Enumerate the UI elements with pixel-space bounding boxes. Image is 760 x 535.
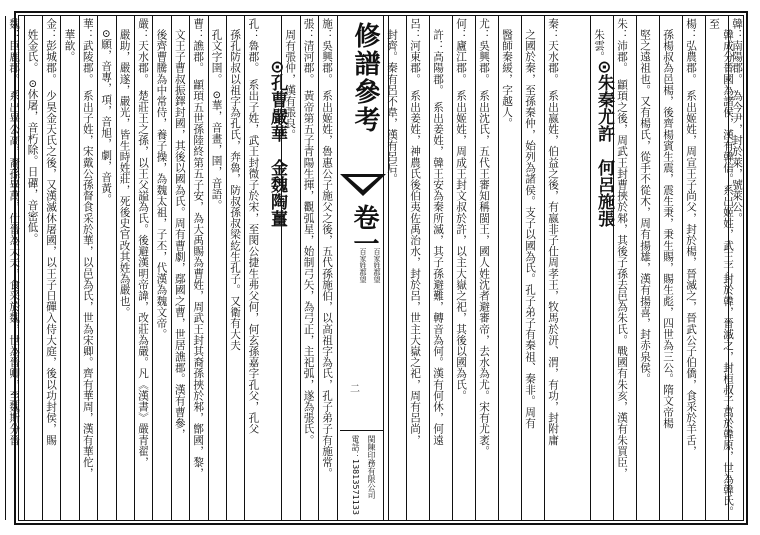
volume-label: 卷一 [349,204,379,256]
publisher-name: 閩陳印務有限公司 [367,435,376,499]
column-rule [521,16,522,520]
column-rule [590,16,591,520]
right-text-column: 朱：沛郡。 顓頊之後，周武王封曹挾於邾，其後子孫去邑為朱氏。戰國有朱亥，漢有朱買臣， [616,18,628,479]
left-text-column: 華歆。 [63,18,76,63]
right-text-column: 何：廬江郡。 系出姬姓，周成王封文叔於許，以主大嶽之祀，其後以國為氏。 [455,18,467,402]
column-rule [189,16,190,520]
column-rule [636,16,637,520]
left-text-column: 姓金氏。 ⊙休屠，音朽除。日磾，音密低。 [26,18,39,245]
right-text-column: 封齊。秦有呂不韋，漢有呂后。 [386,18,398,185]
right-text-column: 秦：天水郡。 系出嬴姓，伯益之後，有嬴非子仕周孝王，牧馬於汧、渭，有功，封附庸 [547,18,559,446]
column-rule [429,16,430,520]
right-text-column: 醫師秦緩，字越人。 [501,18,513,129]
left-text-column: 後齊曹騰為中常侍，養子操，為魏太祖，子丕，代漢為魏文帝。 [155,18,168,340]
left-text-column: 曹：譙郡。 顓頊五世孫陸終第五子安，為大禹賜為曹姓，周武王封其裔孫挾於邾，鄫國，黎， [192,18,205,479]
left-text-column: 周有張仲，漢有張良。 [284,18,297,141]
right-text-column: 孫楊叔為邑楊，後齊楊賓生震，震生秉，秉生賜，賜生彪，四世為三公。隋文帝楊 [662,18,674,429]
left-text-column: 嚴：天水郡。 楚莊王之孫，以王父謚為氏。後避漢明帝諱，改莊為嚴。凡《漢書》嚴青翟， [137,18,149,468]
column-rule [116,16,117,520]
column-rule [475,16,476,520]
column-rule [682,16,683,520]
book-title: 修譜參考 [350,22,380,134]
column-rule [544,16,545,520]
left-text-column: ⊙願，音專，項，音旭，劇，音黃。 [100,18,113,205]
left-text-column: 孫孔防叔以祖字為孔氏，奔魯，防叔孫叔梁紇生孔子。又衛有大夫 [229,18,241,351]
left-text-column: 金：彭城郡。 少昊金天氏之後，又漢滅休屠國，以王子日磾入侍大庭，後以功封侯，賜 [45,18,57,446]
column-rule [24,16,25,520]
column-rule [452,16,453,520]
right-text-column: 堅之遠祖也。又有楊氏，從手不從木，周有揚雄，漢有揚喜，封赤泉侯。 [639,18,651,385]
left-text-column: 魏：巨鹿郡。 系出畢公高，裔孫畢萬，仕晉為大夫，食采於魏，世為晉卿，至魏斯分晉 [8,18,21,446]
column-rule [300,16,301,520]
column-rule [226,16,227,520]
right-text-column: 之國於秦，至孫秦仲，始列為諸侯。支子以國為氏。孔子弟子有秦祖、秦非。周有 [524,18,536,429]
right-text-column: 韓成分晉國為諸侯，漢有韓信。系出姬姓，武王子封於韓，晉滅之，封桓叔子萬於韓原，世為韓氏。至 [708,18,734,518]
right-section-title: ⊙朱秦尤許 何呂施張 [594,60,614,228]
stamp-line-1: 百家姓郡望 [373,248,381,283]
right-text-column: 呂：河東郡。 系出姜姓，神農氏後伯夷佐禹治水，封於呂，世主大嶽之祀，周有呂尚， [409,18,421,446]
column-rule [5,16,6,520]
left-text-column: 張：清河郡。 黃帝第五子青陽生揮，觀弧星，始制弓矢，為弓正，主祀弧，遂為張氏。 [302,18,315,446]
column-rule [42,16,43,520]
column-rule [134,16,135,520]
publisher-box [340,430,384,520]
column-rule [406,16,407,520]
left-section-title: ⊙孔曹嚴華 金魏陶薑 [267,60,287,228]
left-text-column: 文王子曹叔振鐸封國，其後以國為氏。周有曹劇，鄢國之曹，世居譙郡。漢有曹參， [173,18,186,440]
left-text-column: 嚴助，嚴遂，嚴光，皆生時姓莊，死後史官改其姓為嚴也。 [118,18,131,318]
right-text-column: 楊：弘農郡。 系出姬姓，周宣王子尚父，封於楊，晉滅之，晉武公子伯僑，食采於羊舌， [685,18,697,457]
left-text-column: 華：武陵郡。 系出子姓，宋戴公孫督食采於華，以邑為氏，世為宋卿。齊有華周，漢有華佗， [81,18,94,479]
publisher-phone: 電話：13813571133 [351,435,360,515]
column-rule [318,16,319,520]
column-rule [60,16,61,520]
column-rule [208,16,209,520]
right-text-column: 韓：南陽郡。 為今尹，封於萊，號萊公。 [731,18,743,224]
column-rule [244,16,245,520]
column-rule [97,16,98,520]
column-rule [79,16,80,520]
left-text-column: 施：吳興郡。 系出姬姓，魯惠公子施父之後，五代孫施伯，以高祖字為氏，孔子弟子有施常。 [321,18,333,479]
left-text-column: 孔文字圉。 ⊙華，音畫，圉，音語。 [210,18,223,211]
right-text-column: 朱雲。 [593,18,605,63]
column-rule [498,16,499,520]
column-rule [705,16,706,520]
column-rule [171,16,172,520]
column-rule [659,16,660,520]
column-rule [152,16,153,520]
stamp-line-2: 百家姓郡望 [359,248,367,283]
right-text-column: 尤：吳興郡。 系出沈氏，五代王審知稱閩王，國人姓沈者避審帝，去水為尤。宋有尤袤。 [478,18,490,457]
chevron-ornament-icon [340,174,386,196]
left-text-column: 孔：魯郡。 系出子姓，武王封微子於宋，至閔公捷生弗父何，何玄孫嘉字孔父，孔父 [247,18,260,435]
right-text-column: 許：高陽郡。 系出姜姓，韓王安為秦所滅，其子孫避難，轉音為何。漢有何休，何遠 [432,18,444,446]
page-number: 二 [350,384,360,395]
